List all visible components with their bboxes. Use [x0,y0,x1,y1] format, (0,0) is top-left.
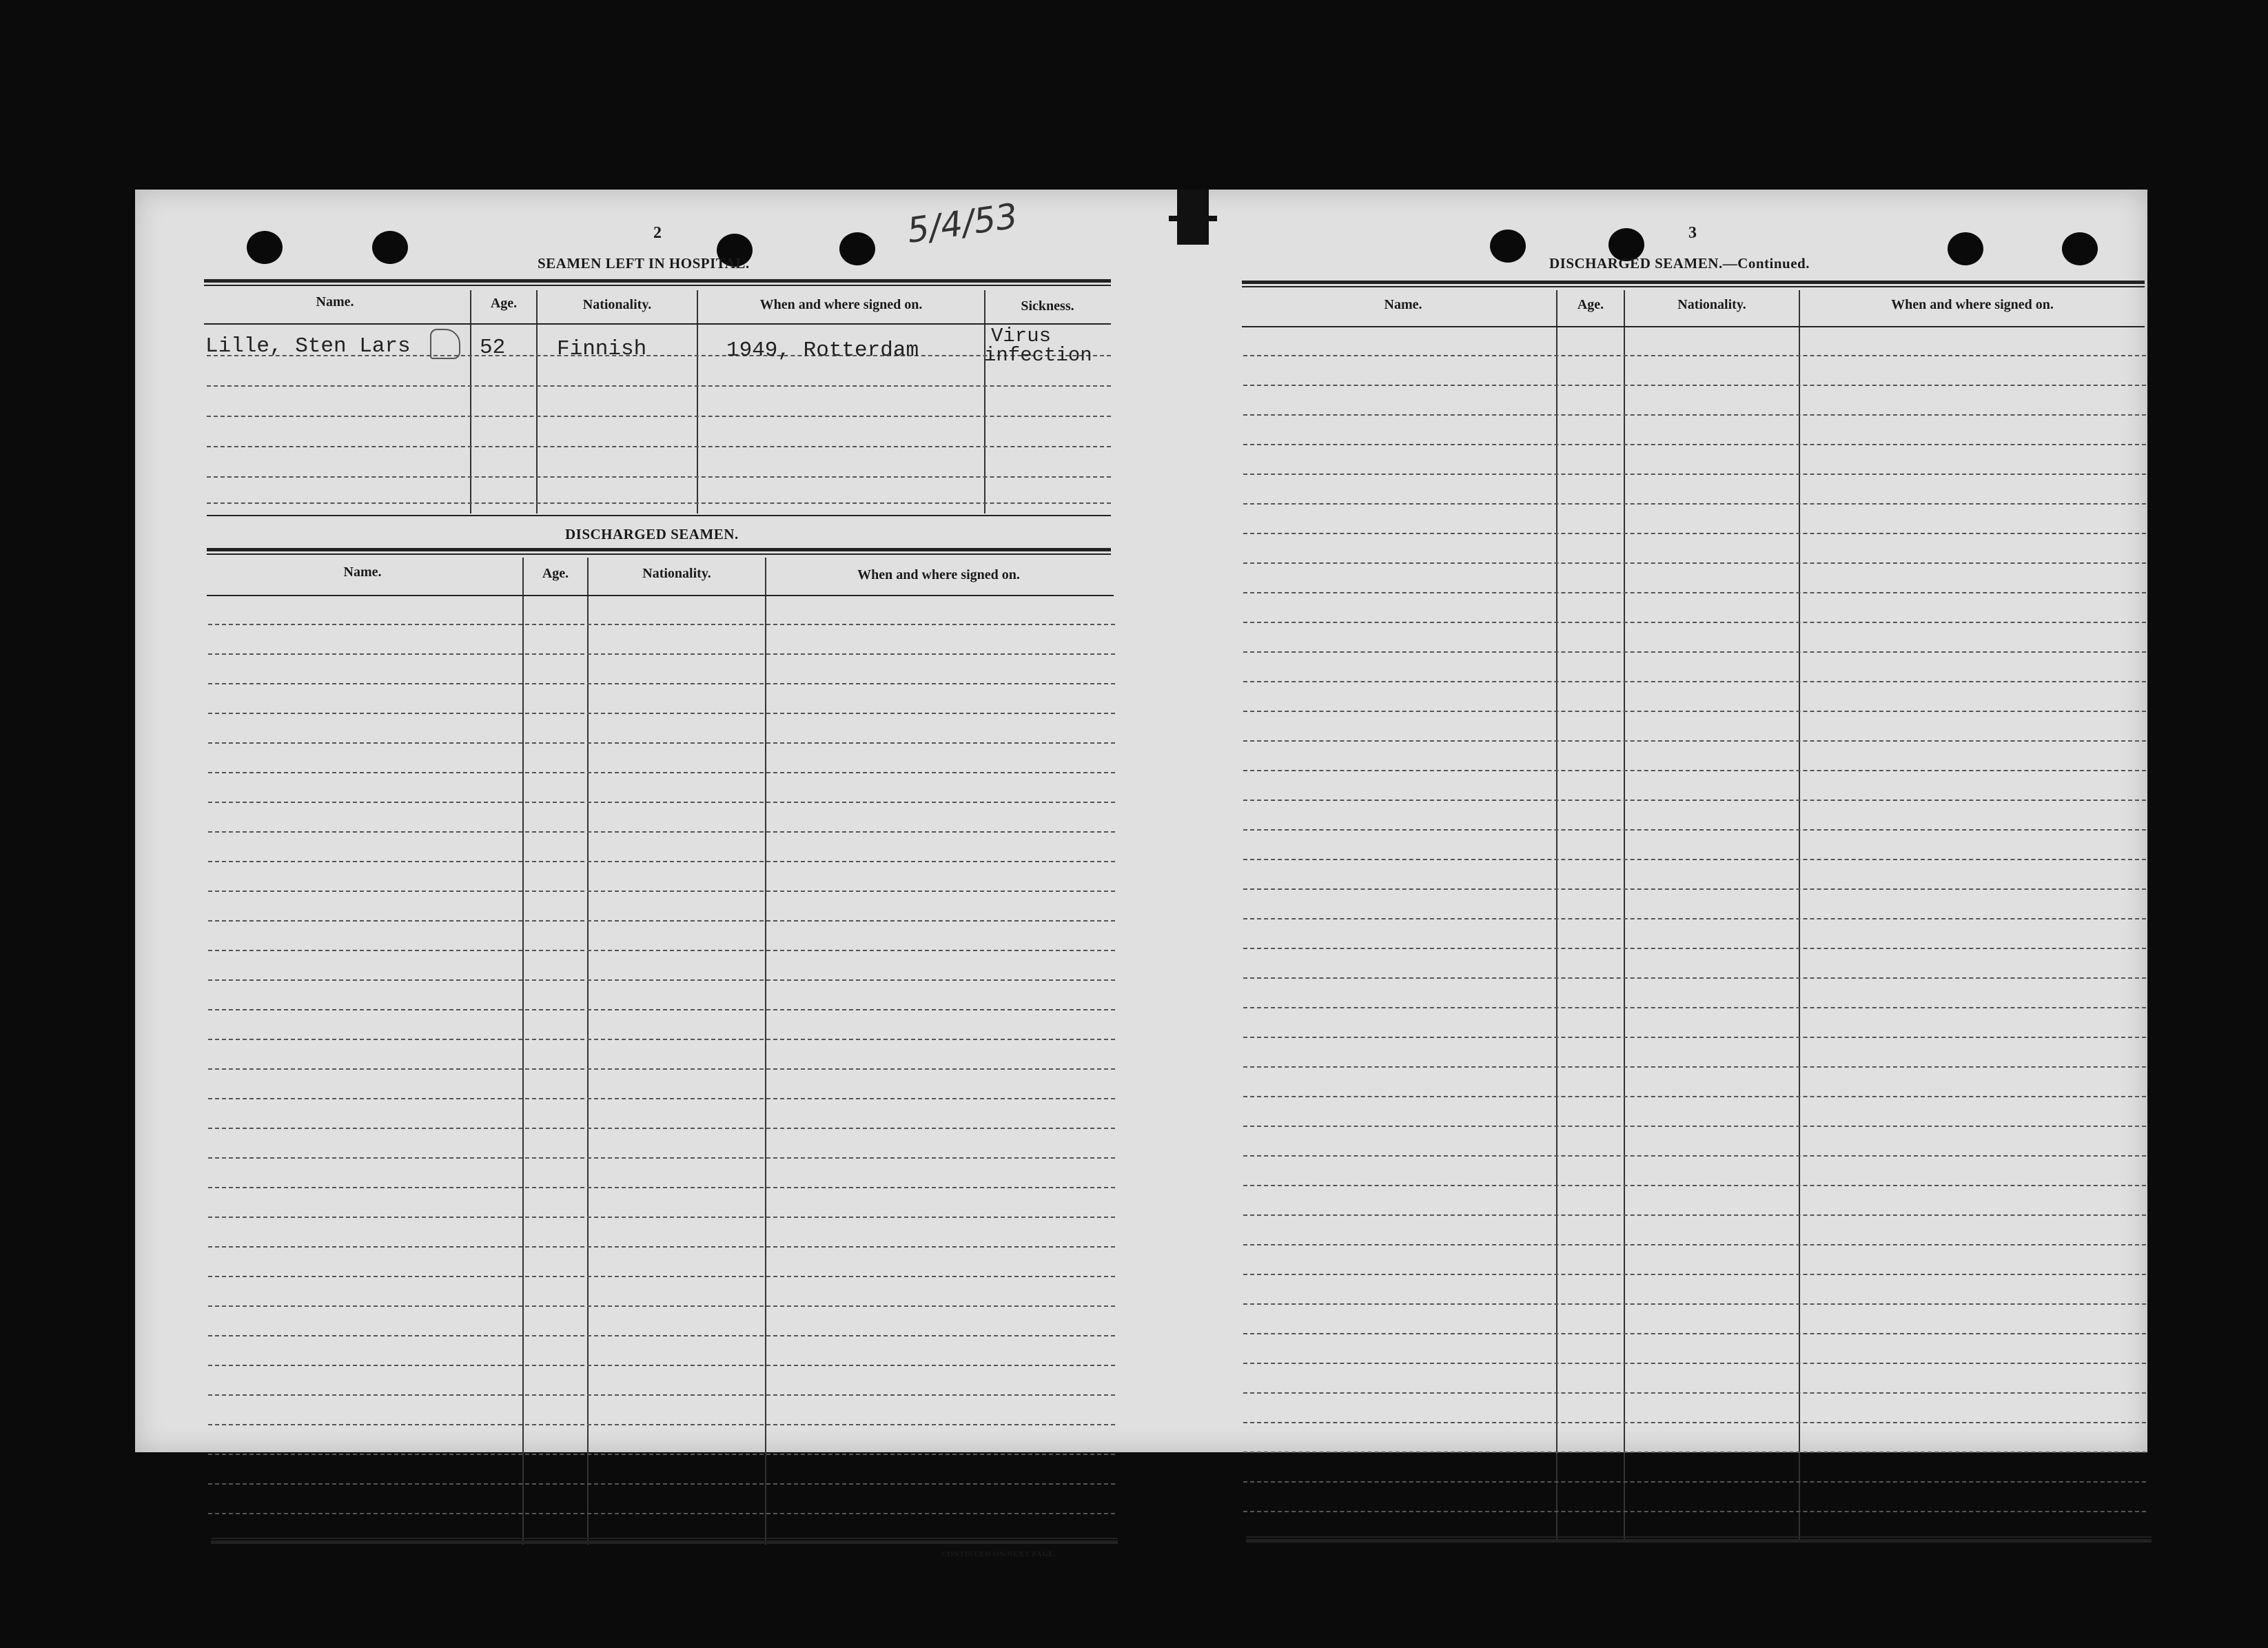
hospital-rows [207,355,1111,513]
rule [1246,1536,2152,1538]
table-row [208,1335,1115,1336]
ink-mark [1169,216,1217,221]
table-row [1243,474,2146,475]
entry-sickness-line1: Virus [991,325,1052,347]
entry-sickness-line2: infection [984,344,1092,367]
table-row [1243,948,2146,949]
discharged-rows-continued [1243,355,2146,1540]
table-row [208,1246,1115,1248]
table-row [208,624,1115,625]
table-row [1243,1126,2146,1127]
table-row [1243,977,2146,979]
header-rule [204,323,1111,325]
column-header-nationality: Nationality. [582,297,652,312]
table-row [1243,1452,2146,1453]
table-row [1243,414,2146,416]
table-row [1243,1066,2146,1068]
table-row [1243,562,2146,564]
table-row [208,861,1115,862]
table-row [1243,1007,2146,1008]
punch-hole-icon [1948,232,1983,265]
table-row [208,653,1115,655]
rule [207,548,1111,551]
table-row [1243,1392,2146,1394]
rule [207,515,1111,516]
table-row [1243,1096,2146,1097]
rule [1242,281,2145,284]
table-row [208,1068,1115,1070]
column-header-age: Age. [490,296,518,311]
continued-note: CONTINUED ON NEXT PAGE. [941,1550,1056,1558]
column-header-signed-on: When and where signed on. [857,567,1020,582]
table-row [208,1305,1115,1307]
table-row [208,891,1115,892]
table-row [1243,770,2146,771]
table-row [208,1128,1115,1129]
column-header-name: Name. [343,564,382,580]
table-row [1243,829,2146,831]
column-header-signed-on: When and where signed on. [759,297,923,312]
rule [204,279,1111,283]
rule [211,1538,1118,1539]
column-header-age: Age. [542,566,569,581]
discharged-section-title: DISCHARGED SEAMEN. [565,526,739,542]
table-row [1243,1037,2146,1038]
rule [1242,286,2145,287]
punch-hole-icon [372,231,408,264]
table-row [208,1513,1115,1514]
table-row [208,1187,1115,1188]
page-number-right: 3 [1688,224,1697,242]
date-stamp: 5/4/53 [904,196,1021,251]
table-row [207,416,1111,417]
table-row [1243,1155,2146,1157]
column-header-nationality: Nationality. [642,566,711,581]
table-row [1243,1274,2146,1275]
table-row [1243,1363,2146,1364]
table-row [208,772,1115,773]
table-row [1243,1333,2146,1334]
entry-nationality: Finnish [557,337,647,361]
table-row [1243,740,2146,742]
table-row [1243,800,2146,801]
table-row [1243,1214,2146,1216]
table-row [1243,1481,2146,1483]
table-row [207,385,1111,387]
table-row [207,476,1111,478]
table-row [1243,355,2146,356]
table-row [1243,1422,2146,1423]
punch-hole-icon [1490,230,1526,263]
punch-hole-icon [247,231,283,264]
table-row [1243,622,2146,623]
table-row [208,1157,1115,1159]
table-row [207,502,1111,504]
table-row [208,979,1115,981]
table-row [208,1365,1115,1366]
rule [211,1540,1118,1544]
table-row [1243,1511,2146,1512]
header-rule [207,595,1114,596]
table-row [208,1009,1115,1010]
rule [207,553,1111,555]
table-row [1243,533,2146,534]
column-header-age: Age. [1577,297,1604,312]
rule [1246,1539,2152,1543]
discharged-rows [208,624,1115,1540]
page-number-left: 2 [653,224,662,242]
table-row [208,831,1115,833]
column-header-name: Name. [316,294,354,309]
table-row [208,950,1115,951]
table-row [1243,681,2146,682]
table-row [208,1483,1115,1485]
table-row [1243,651,2146,653]
table-row [208,1394,1115,1396]
table-row [1243,503,2146,505]
entry-name: Lille, Sten Lars [205,334,411,358]
entry-signed-on: 1949, Rotterdam [726,338,919,363]
table-row [208,1454,1115,1455]
hospital-section-title: SEAMEN LEFT IN HOSPITAL. [538,255,750,272]
table-row [1243,385,2146,386]
table-row [208,713,1115,714]
column-header-sickness: Sickness. [1021,298,1074,314]
punch-hole-icon [2062,232,2098,265]
header-rule [1242,326,2145,327]
table-row [1243,444,2146,445]
entry-age: 52 [480,336,506,360]
ledger-paper [135,190,2147,1558]
table-row [208,1424,1115,1425]
table-row [1243,888,2146,890]
handwritten-mark [430,329,460,359]
table-row [1243,918,2146,919]
table-row [1243,859,2146,860]
table-row [208,1276,1115,1277]
right-section-title: DISCHARGED SEAMEN.—Continued. [1549,255,1810,272]
table-row [1243,1303,2146,1305]
table-row [208,920,1115,922]
punch-hole-icon [839,232,875,265]
table-row [1243,1244,2146,1245]
table-row [208,742,1115,744]
column-header-signed-on: When and where signed on. [1891,297,2054,312]
rule [204,285,1111,286]
table-row [1243,592,2146,593]
table-row [1243,1185,2146,1186]
table-row [208,1039,1115,1040]
table-row [1243,711,2146,712]
table-row [208,1098,1115,1099]
table-row [207,446,1111,447]
table-row [208,802,1115,803]
column-header-nationality: Nationality. [1677,297,1746,312]
column-header-name: Name. [1384,297,1422,312]
table-row [208,683,1115,684]
table-row [208,1217,1115,1218]
